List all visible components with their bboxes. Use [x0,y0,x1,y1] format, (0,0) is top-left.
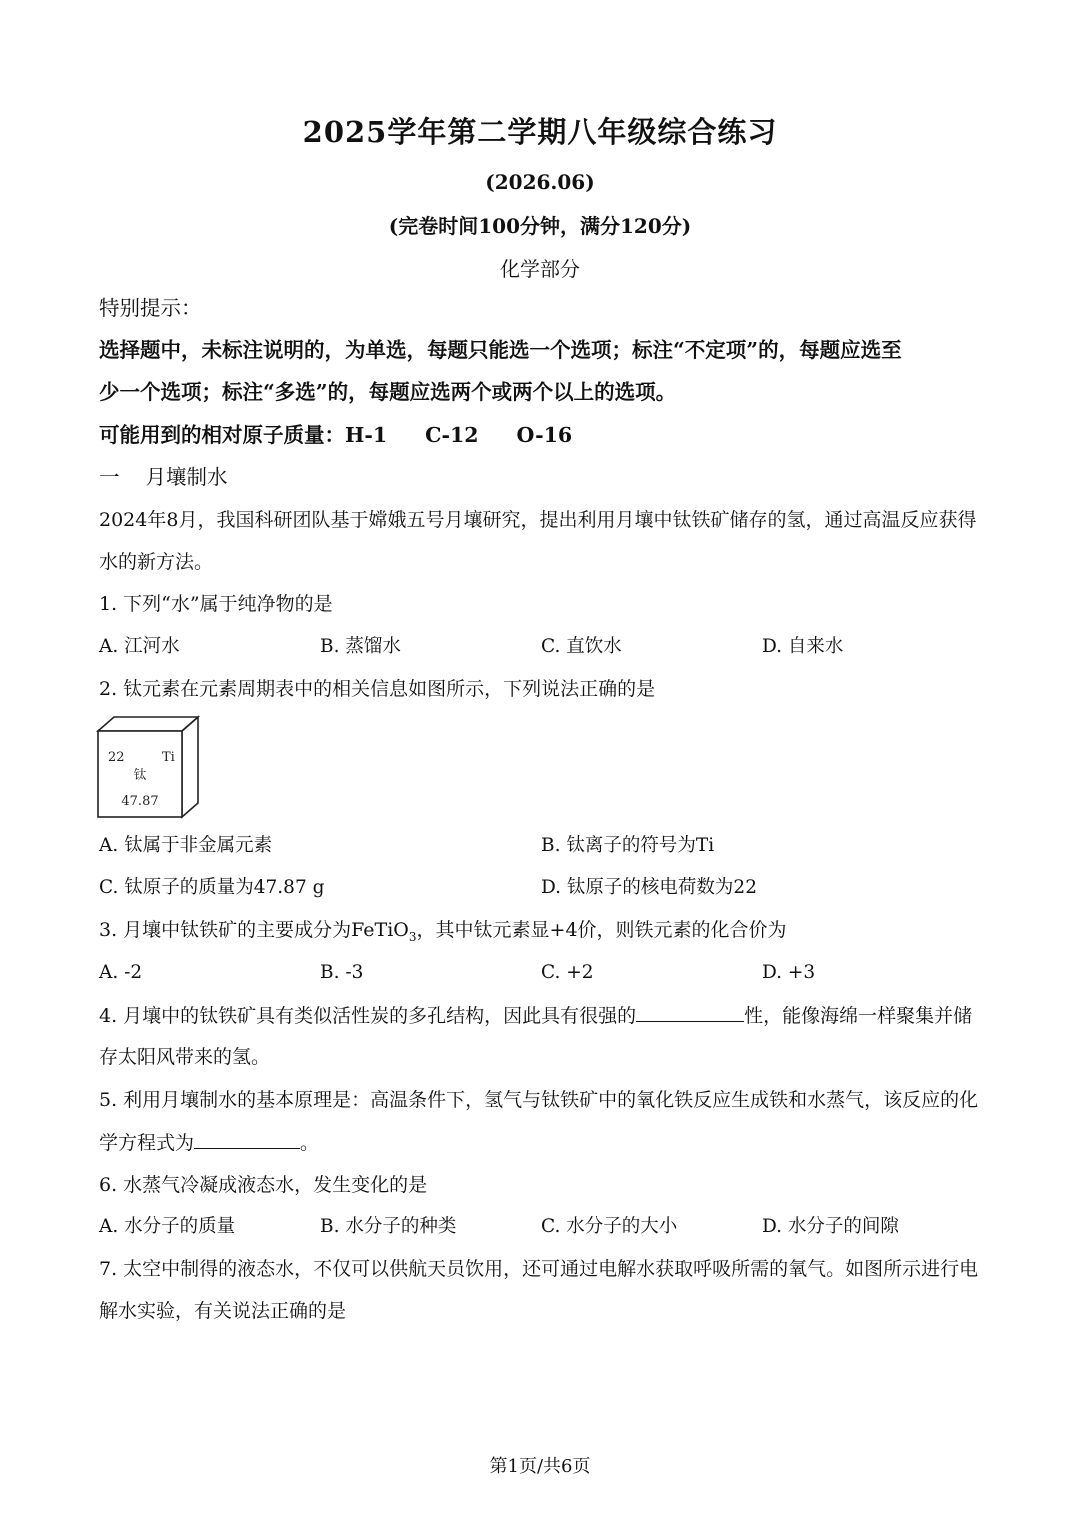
periodic-element-cell [96,715,200,819]
mass-h: H-1 [345,423,388,447]
exam-date: (2026.06) [485,170,595,194]
page-number-footer: 第1页/共6页 [489,1456,591,1477]
q2-option-b: B. 钛离子的符号为Ti [541,835,715,856]
q5-answer-blank[interactable] [194,1128,300,1149]
q4-stem-part-a: 4. 月壤中的钛铁矿具有类似活性炭的多孔结构，因此具有很强的 [99,1005,637,1027]
q1-option-b: B. 蒸馏水 [320,636,401,657]
q6-option-b: B. 水分子的种类 [320,1216,457,1237]
q2-option-c: C. 钛原子的质量为47.87 g [99,877,325,898]
notice-line-2: 少一个选项；标注“多选”的，每题应选两个或两个以上的选项。 [99,380,677,404]
q1-option-a: A. 江河水 [99,636,180,657]
q3-option-a: A. -2 [99,962,143,983]
q4-stem-continued: 存太阳风带来的氢。 [99,1046,271,1068]
notice-line-1: 选择题中，未标注说明的，为单选，每题只能选一个选项；标注“不定项”的，每题应选至 [99,338,902,362]
q3-stem-part-a: 3. 月壤中钛铁矿的主要成分为FeTiO [99,919,409,941]
section-intro-2: 水的新方法。 [99,551,214,573]
q7-stem-continued: 解水实验，有关说法正确的是 [99,1300,347,1322]
q5-stem-continued [99,1128,989,1157]
exam-time-info: (完卷时间100分钟，满分120分) [388,214,692,238]
element-mass: 47.87 [121,794,159,809]
q3-stem-part-b: ，其中钛元素显+4价，则铁元素的化合价为 [416,919,787,941]
section-heading [99,463,989,491]
question-5-stem: 5. 利用月壤制水的基本原理是：高温条件下，氢气与钛铁矿中的氧化铁反应生成铁和水蒸气，该反应的化 [99,1089,979,1111]
question-7-stem: 7. 太空中制得的液态水，不仅可以供航天员饮用，还可通过电解水获取呼吸所需的氧气。如图所示进行电 [99,1258,979,1280]
element-number: 22 [108,750,125,765]
question-3-stem [99,916,989,951]
question-6-stem: 6. 水蒸气冷凝成液态水，发生变化的是 [99,1174,428,1196]
q5-stem-part-b: 学方程式为 [99,1132,195,1154]
notice-heading: 特别提示： [99,296,202,320]
question-2-stem: 2. 钛元素在元素周期表中的相关信息如图所示，下列说法正确的是 [99,678,656,700]
question-1-stem: 1. 下列“水”属于纯净物的是 [99,593,333,615]
q3-option-b: B. -3 [320,962,364,983]
q4-answer-blank[interactable] [636,1001,744,1022]
q6-option-c: C. 水分子的大小 [541,1216,678,1237]
element-symbol: Ti [162,750,175,765]
q3-option-d: D. +3 [762,962,816,983]
q1-option-c: C. 直饮水 [541,636,622,657]
exam-title: 2025学年第二学期八年级综合练习 [302,115,778,149]
q4-stem-part-b: 性，能像海绵一样聚集并储 [744,1005,973,1027]
section-number: 一 [99,465,120,489]
element-name: 钛 [133,768,147,783]
q6-option-a: A. 水分子的质量 [99,1216,236,1237]
q2-option-a: A. 钛属于非金属元素 [99,835,273,856]
q2-option-d: D. 钛原子的核电荷数为22 [541,877,757,898]
exam-part: 化学部分 [500,257,580,281]
q3-option-c: C. +2 [541,962,594,983]
mass-o: O-16 [516,423,573,447]
q1-option-d: D. 自来水 [762,636,844,657]
section-intro-1: 2024年8月，我国科研团队基于嫦娥五号月壤研究，提出利用月壤中钛铁矿储存的氢，通过高温反应获得 [99,509,977,531]
mass-c: C-12 [425,423,479,447]
atomic-masses [99,421,989,449]
atomic-masses-label: 可能用到的相对原子质量： [99,423,345,447]
section-title: 月壤制水 [145,465,228,489]
q3-formula-subscript: 3 [408,929,417,944]
q6-option-d: D. 水分子的间隙 [762,1216,899,1237]
q5-stem-part-c: 。 [300,1132,320,1154]
question-4-stem [99,1001,989,1030]
